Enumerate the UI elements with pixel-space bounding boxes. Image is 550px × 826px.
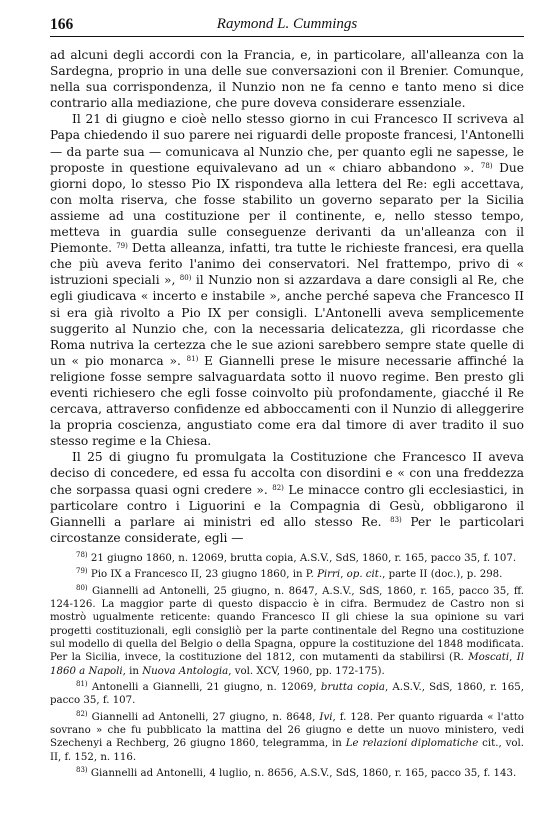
text-run: Giannelli ad Antonelli, 4 luglio, n. 8656, A.S.V., SdS, 1860, r. 165, pacco 35, f. 143. xyxy=(87,768,517,780)
footnote-ref: 78) xyxy=(76,551,88,559)
text-run: Moscati xyxy=(468,652,510,664)
text-run: Per le particolari circostanze considerate, egli — xyxy=(50,514,524,545)
footnote-ref: 82) xyxy=(76,709,88,718)
running-head: Raymond L. Cummings xyxy=(216,16,358,32)
footnote-79 xyxy=(50,568,524,581)
footnote-ref: 83) xyxy=(390,515,402,524)
text-run: Pirri xyxy=(317,569,341,581)
text-run: il Nunzio non si azzardava a dare consigli al Re, che egli giudicava « incerto e instabile », anche perché sapeva che Francesco II si era già rivolto a Pio IX per consigli. L'Antonelli aveva semplicemente suggerito al Nunzio che, con la necessaria delicatezza, gli ricordasse che Roma nutriva la certezza che le sue azioni sarebbero sempre state quelle di un « pio monarca ». xyxy=(50,273,524,368)
text-run: brutta copia xyxy=(320,682,385,694)
footnote-ref: 79) xyxy=(76,567,88,576)
footnote-81 xyxy=(50,681,524,708)
text-run: 21 giugno 1860, n. 12069, brutta copia, A.S.V., SdS, 1860, r. 165, pacco 35, f. 107. xyxy=(87,553,517,564)
text-run: cit., vol. II, f. 152, n. 116. xyxy=(50,738,524,763)
text-run: , parte II (doc.), p. 298. xyxy=(382,569,503,581)
text-run: Pio IX a Francesco II, 23 giugno 1860, in P. xyxy=(87,569,318,581)
page-number: 166 xyxy=(50,16,74,33)
book-page xyxy=(50,14,524,780)
text-run: Le relazioni diplomatiche xyxy=(345,738,479,750)
text-run: Due giorni dopo, lo stesso Pio IX rispondeva alla lettera del Re: egli accettava, con molta riserva, che fosse stabilito un governo separato per la Sicilia assieme ad una costituzione per il continente, e, nello stesso tempo, metteva in guardia sulle conseguenze derivanti da un'alleanza con il Piemonte. xyxy=(50,160,524,256)
text-run: , vol. XCV, 1960, pp. 172-175). xyxy=(228,665,385,677)
text-run: Giannelli ad Antonelli, 25 giugno, n. 8647, A.S.V., SdS, 1860, r. 165, pacco 35, ff. 124-126. La maggior parte di questo dispaccio è in cifra. Bermudez de Castro non si mostrò ugualmente reticente: quando Francesco II gli chiese la sua opinione su vari progetti costituzionali, egli consigliò per la parte continentale del Regno una costituzione sul modello di quella del Belgio o della Spagna, oppure la costituzione del 1848 modificata. Per la Sicilia, invece, la costituzione del 1812, con mutamenti da stabilirsi (R. xyxy=(50,585,524,664)
page-header xyxy=(50,14,524,37)
text-run: , f. 128. Per quanto riguarda « l'atto sovrano » che fu pubblicato la mattina del 26 giugno e dette un nuovo ministero, vedi Szechenyi a Rechberg, 26 giugno 1860, telegramma, in xyxy=(50,711,524,750)
text-run: , xyxy=(340,569,347,581)
footnotes xyxy=(50,552,524,781)
footnote-83 xyxy=(50,767,524,780)
paragraph-1 xyxy=(50,47,524,111)
body-text xyxy=(50,47,524,546)
footnote-ref: 83) xyxy=(76,766,88,775)
footnote-ref: 78) xyxy=(480,161,493,170)
text-run: ad alcuni degli accordi con la Francia, e, in particolare, all'alleanza con la Sardegna, proprio in una delle sue conversazioni con il Brenier. Comunque, nella sua corrispondenza, il Nunzio non ne fa cenno e tanto meno si dice contrario alla mediazione, che pure doveva considerare essenziale. xyxy=(50,48,524,111)
text-run: Antonelli a Giannelli, 21 giugno, n. 12069, xyxy=(87,682,321,694)
paragraph-2 xyxy=(50,111,524,449)
text-run: Le minacce contro gli ecclesiastici, in particolare contro i Liguorini e la Compagnia di Gesù, obbligarono il Giannelli a parlare ai ministri ed allo stesso Re. xyxy=(50,482,524,529)
text-run: Ivi xyxy=(319,711,333,723)
footnote-ref: 79) xyxy=(116,242,128,251)
text-run: , in xyxy=(122,665,143,677)
paragraph-3 xyxy=(50,449,524,546)
footnote-80 xyxy=(50,585,524,678)
text-run: E Giannelli prese le misure necessarie affinché la religione fosse sempre salvaguardata sotto il nuovo regime. Ben presto gli eventi richiesero che egli fosse coinvolto più profondamente, giacché il Re cercava, attraverso confidenze ed abboccamenti con il Nunzio di alleggerire la propria coscienza, angustiato come era dal timore di aver tradito il suo stesso regime e la Chiesa. xyxy=(50,353,524,449)
text-run: Il 1860 a Napoli xyxy=(50,652,524,677)
text-run: , A.S.V., SdS, 1860, r. 165, pacco 35, f. 107. xyxy=(50,682,524,707)
footnote-ref: 81) xyxy=(186,354,199,363)
text-run: Il 21 di giugno e cioè nello stesso giorno in cui Francesco II scriveva al Papa chiedendo il suo parere nei riguardi delle proposte francesi, l'Antonelli — da parte sua — comunicava al Nunzio che, per quanto egli ne sapesse, le proposte in questione equivalevano ad un « chiaro abbandono ». xyxy=(50,112,524,175)
footnote-78 xyxy=(50,552,524,565)
text-run: op. cit. xyxy=(346,569,383,581)
text-run: Il 25 di giugno fu promulgata la Costituzione che Francesco II aveva deciso di concedere, ed essa fu accolta con disordini e « con una freddezza che sorpassa quasi ogni credere ». xyxy=(50,450,524,497)
footnote-ref: 81) xyxy=(76,680,88,689)
text-run: Giannelli ad Antonelli, 27 giugno, n. 8648, xyxy=(87,711,320,723)
footnote-ref: 80) xyxy=(76,583,88,592)
footnote-ref: 82) xyxy=(272,483,284,492)
footnote-ref: 80) xyxy=(179,274,192,283)
text-run: Nuova Antologia xyxy=(142,665,229,677)
text-run: Detta alleanza, infatti, tra tutte le richieste francesi, era quella che più aveva ferito l'animo dei conservatori. Nel frattempo, privo di « istruzioni speciali », xyxy=(50,241,524,288)
footnote-82 xyxy=(50,711,524,764)
text-run: , xyxy=(509,652,517,664)
